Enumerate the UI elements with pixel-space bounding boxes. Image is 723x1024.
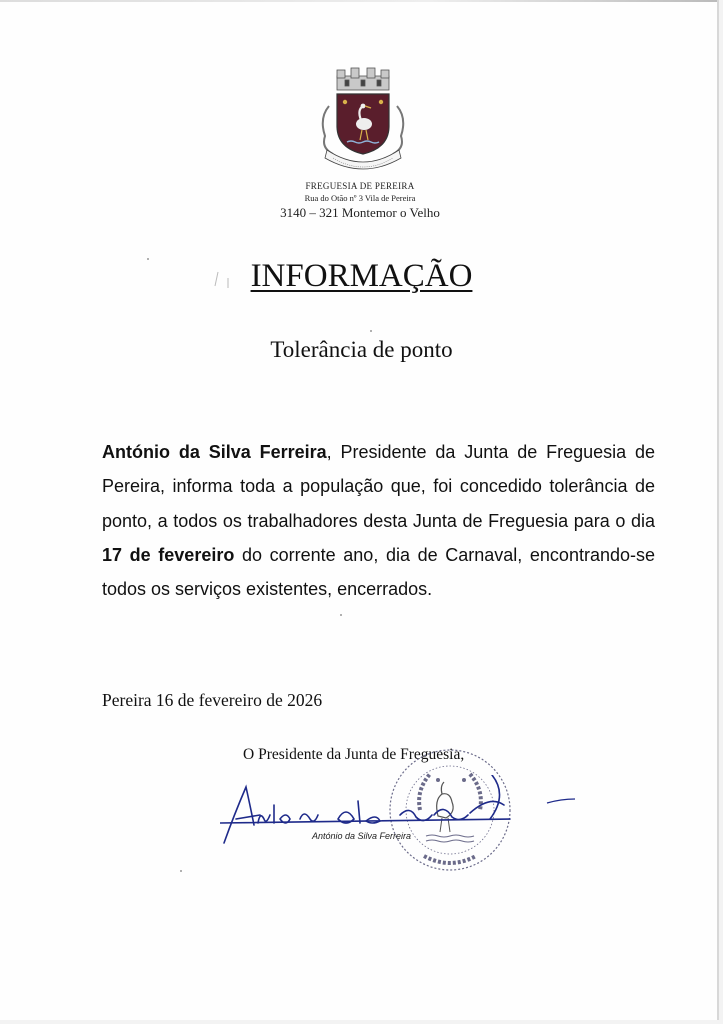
signatory-role: O Presidente da Junta de Freguesia, bbox=[243, 746, 465, 763]
document-body bbox=[102, 435, 655, 606]
body-part-1: , Presidente da Junta de Freguesia de Pereira, informa toda a população que, foi concedido tolerância de ponto, a todos os trabalhadores desta Junta de Freguesia para o dia bbox=[102, 442, 655, 531]
coat-of-arms-icon bbox=[315, 66, 411, 176]
org-postal-code: 3140 – 321 Montemor o Velho bbox=[280, 205, 440, 220]
body-part-2: do corrente ano, dia de Carnaval, encontrando-se todos os serviços existentes, encerrados. bbox=[102, 544, 656, 600]
org-name: FREGUESIA DE PEREIRA bbox=[305, 181, 415, 191]
org-address: Rua do Otão nº 3 Vila de Pereira bbox=[304, 193, 416, 203]
document-title: INFORMAÇÃO bbox=[250, 258, 473, 294]
scan-speck bbox=[180, 870, 182, 872]
signatory-printed-name: António da Silva Ferreira bbox=[312, 831, 412, 841]
holiday-date: 17 de fevereiro bbox=[102, 544, 235, 565]
scan-speck bbox=[147, 258, 149, 260]
pen-mark bbox=[545, 795, 577, 807]
scan-speck bbox=[340, 614, 342, 616]
top-edge-line bbox=[0, 0, 717, 2]
scan-speck bbox=[370, 330, 372, 332]
document-subtitle: Tolerância de ponto bbox=[270, 337, 453, 362]
place-date: Pereira 16 de fevereiro de 2026 bbox=[102, 690, 323, 710]
president-name: António da Silva Ferreira bbox=[102, 442, 327, 462]
